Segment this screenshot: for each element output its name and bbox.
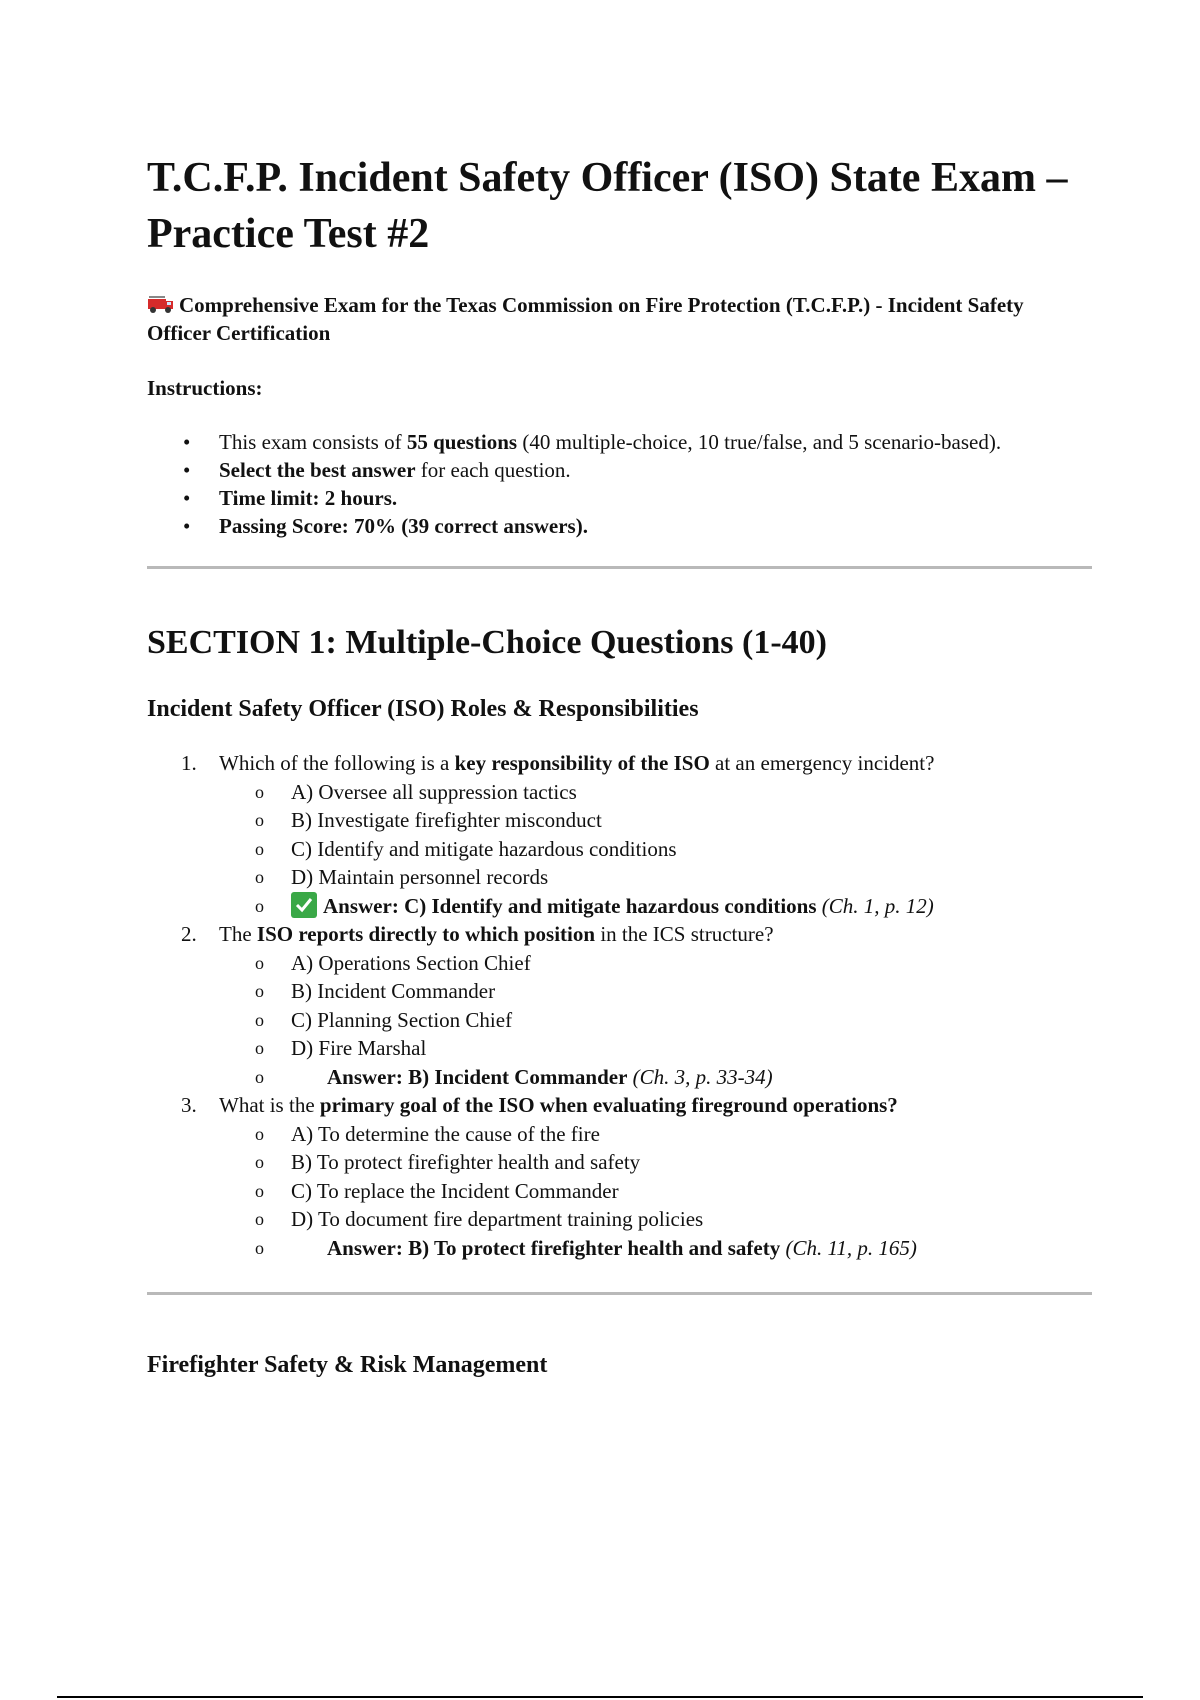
- option-text: C) Planning Section Chief: [291, 1007, 513, 1032]
- subtitle-text: Comprehensive Exam for the Texas Commission on Fire Protection (T.C.F.P.) - Incident Safety Officer Certification: [147, 293, 1024, 345]
- question-item: [147, 1091, 1092, 1262]
- question-bold: key responsibility of the ISO: [454, 751, 710, 775]
- option-bullet: o: [255, 1237, 264, 1258]
- option-text: A) Oversee all suppression tactics: [291, 779, 577, 804]
- question-text: at an emergency incident?: [709, 751, 935, 775]
- instruction-text: for each question.: [415, 458, 571, 482]
- option-bullet: o: [255, 952, 264, 973]
- fire-truck-icon: [147, 293, 175, 315]
- answer-item: [219, 892, 1092, 921]
- page-bottom-rule: [57, 1696, 1143, 1698]
- list-item: [147, 428, 1092, 456]
- option-item: [219, 806, 1092, 835]
- instruction-bold: Time limit: 2 hours.: [219, 486, 398, 510]
- answer-reference: (Ch. 3, p. 33-34): [632, 1064, 773, 1089]
- subsection-title: Firefighter Safety & Risk Management: [147, 1352, 548, 1378]
- option-bullet: o: [255, 838, 264, 859]
- list-item: [147, 512, 1092, 540]
- question-number: 3.: [181, 1093, 197, 1117]
- question-number: 1.: [181, 751, 197, 775]
- option-text: D) To document fire department training policies: [291, 1207, 704, 1231]
- option-item: [219, 1034, 1092, 1063]
- answer-text: Answer: C) Identify and mitigate hazardous conditions: [323, 893, 817, 918]
- option-item: [219, 1120, 1092, 1149]
- option-bullet: o: [255, 981, 264, 1001]
- question-item: [147, 749, 1092, 920]
- option-text: B) Incident Commander: [291, 979, 496, 1003]
- list-item: [147, 456, 1092, 484]
- check-mark-icon: [291, 892, 317, 918]
- question-text: What is the: [219, 1093, 320, 1117]
- option-text: C) To replace the Incident Commander: [291, 1178, 619, 1203]
- option-text: A) To determine the cause of the fire: [291, 1121, 600, 1146]
- divider: [147, 1292, 1092, 1295]
- option-list: [219, 1120, 1092, 1263]
- option-item: [219, 1177, 1092, 1206]
- answer-item: [219, 1063, 1092, 1092]
- instructions-list: [147, 428, 1092, 540]
- question-bold: primary goal of the ISO when evaluating fireground operations?: [319, 1093, 898, 1117]
- option-bullet: o: [255, 1209, 264, 1229]
- divider: [147, 566, 1092, 569]
- instruction-bold: Select the best answer: [219, 458, 416, 482]
- option-bullet: o: [255, 895, 264, 916]
- instruction-text: (40 multiple-choice, 10 true/false, and 5 scenario-based).: [517, 430, 1002, 454]
- option-text: D) Maintain personnel records: [291, 865, 549, 889]
- option-text: B) Investigate firefighter misconduct: [291, 808, 602, 832]
- answer-reference: (Ch. 11, p. 165): [785, 1235, 917, 1260]
- option-item: [219, 1006, 1092, 1035]
- option-bullet: o: [255, 1009, 264, 1030]
- list-item: [147, 484, 1092, 512]
- option-text: C) Identify and mitigate hazardous conditions: [291, 836, 677, 861]
- exam-subtitle: [147, 291, 1092, 347]
- question-text: Which of the following is a: [219, 751, 455, 775]
- option-bullet: o: [255, 810, 264, 830]
- question-list: [147, 749, 1092, 1262]
- section-title: SECTION 1: Multiple-Choice Questions (1-40): [147, 624, 827, 661]
- instruction-text: This exam consists of: [219, 430, 407, 454]
- question-text: in the ICS structure?: [595, 922, 774, 946]
- document-content: [147, 150, 1092, 1381]
- option-bullet: o: [255, 781, 264, 802]
- subsection-title: Incident Safety Officer (ISO) Roles & Responsibilities: [147, 696, 699, 722]
- answer-text: Answer: B) Incident Commander: [327, 1064, 628, 1089]
- question-item: [147, 920, 1092, 1091]
- instruction-bold: 55 questions: [406, 430, 518, 454]
- answer-text: Answer: B) To protect firefighter health and safety: [327, 1235, 781, 1260]
- option-item: [219, 778, 1092, 807]
- option-item: [219, 1148, 1092, 1177]
- page-title: T.C.F.P. Incident Safety Officer (ISO) State Exam – Practice Test #2: [147, 155, 1068, 257]
- option-item: [219, 835, 1092, 864]
- option-item: [219, 863, 1092, 892]
- option-item: [219, 977, 1092, 1006]
- answer-item: [219, 1234, 1092, 1263]
- option-bullet: o: [255, 1152, 264, 1172]
- option-item: [219, 1205, 1092, 1234]
- question-text: The: [219, 922, 257, 946]
- option-text: D) Fire Marshal: [291, 1036, 427, 1060]
- option-bullet: o: [255, 1066, 264, 1087]
- option-bullet: o: [255, 1123, 264, 1144]
- option-bullet: o: [255, 1180, 264, 1201]
- question-number: 2.: [181, 922, 197, 946]
- instructions-label: Instructions:: [147, 376, 263, 400]
- option-text: B) To protect firefighter health and safety: [291, 1150, 641, 1174]
- option-list: [219, 778, 1092, 921]
- option-text: A) Operations Section Chief: [291, 950, 531, 975]
- answer-reference: (Ch. 1, p. 12): [821, 893, 934, 918]
- instruction-bold: Passing Score: 70% (39 correct answers).: [219, 514, 588, 538]
- option-bullet: o: [255, 867, 264, 887]
- option-item: [219, 949, 1092, 978]
- option-list: [219, 949, 1092, 1092]
- question-bold: ISO reports directly to which position: [256, 922, 596, 946]
- option-bullet: o: [255, 1038, 264, 1058]
